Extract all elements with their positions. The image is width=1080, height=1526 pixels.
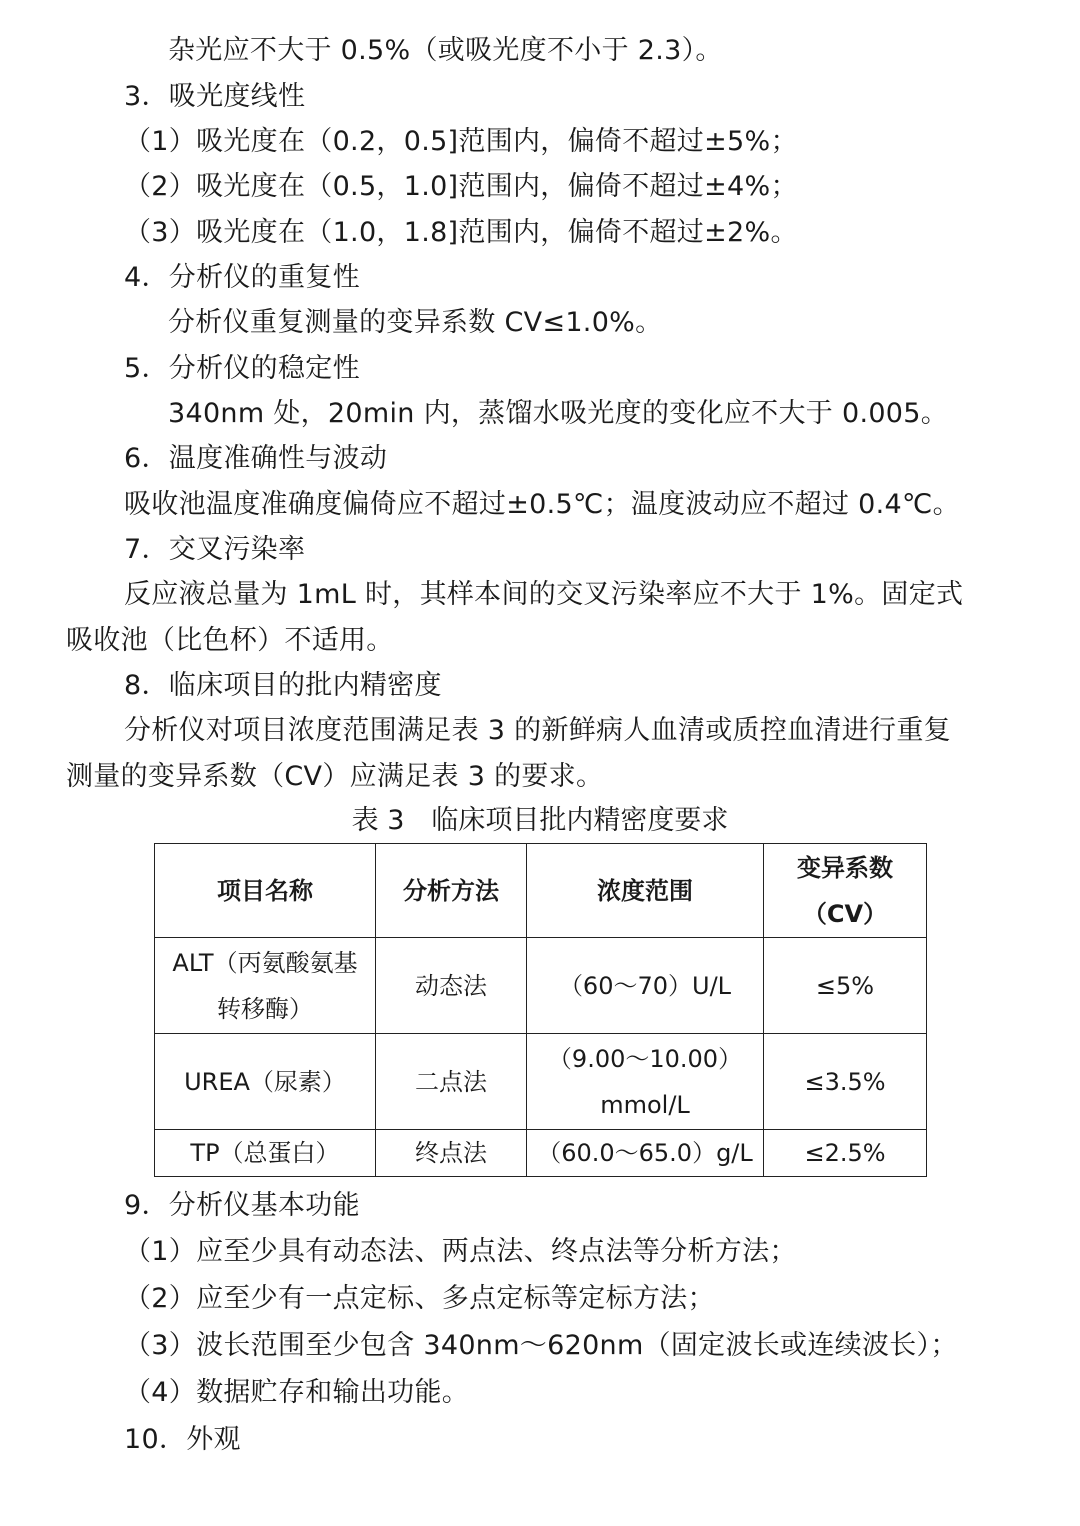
header-cv (764, 844, 927, 938)
header-range: 浓度范围 (527, 844, 764, 938)
cell-item-line-1: ALT（丙氨酸氨基 (172, 948, 358, 977)
cell-item-line-2: 转移酶） (217, 994, 313, 1023)
text-line-carryover-1: 反应液总量为 1mL 时，其样本间的交叉污染率应不大于 1%。固定式 (124, 579, 964, 610)
heading-temperature: 6．温度准确性与波动 (124, 443, 388, 474)
header-item-name: 项目名称 (155, 844, 376, 938)
text-line-function-1: （1）应至少具有动态法、两点法、终点法等分析方法； (124, 1236, 797, 1267)
text-line-function-2: （2）应至少有一点定标、多点定标等定标方法； (124, 1283, 715, 1314)
heading-absorbance-linearity: 3．吸光度线性 (124, 81, 306, 112)
cell-cv: ≤5% (764, 938, 927, 1034)
text-line-linearity-2: （2）吸光度在（0.5，1.0]范围内，偏倚不超过±4%； (124, 171, 798, 202)
header-cv-line-1: 变异系数 (797, 853, 893, 882)
heading-basic-functions: 9．分析仪基本功能 (124, 1190, 360, 1221)
heading-carryover: 7．交叉污染率 (124, 534, 306, 565)
header-cv-line-2: （CV） (802, 899, 888, 928)
text-line-carryover-2: 吸收池（比色杯）不适用。 (66, 625, 394, 656)
cell-method: 动态法 (376, 938, 527, 1034)
text-line-precision-1: 分析仪对项目浓度范围满足表 3 的新鲜病人血清或质控血清进行重复 (124, 715, 951, 746)
cell-method: 终点法 (376, 1130, 527, 1177)
cell-range (527, 1034, 764, 1130)
cell-item (155, 938, 376, 1034)
heading-appearance: 10．外观 (124, 1424, 241, 1455)
text-line-stray-light: 杂光应不大于 0.5%（或吸光度不小于 2.3）。 (168, 35, 723, 66)
table-header-row (155, 844, 927, 938)
text-line-stability: 340nm 处，20min 内，蒸馏水吸光度的变化应不大于 0.005。 (168, 398, 949, 429)
table-row (155, 1130, 927, 1177)
cell-item: TP（总蛋白） (155, 1130, 376, 1177)
table-row (155, 938, 927, 1034)
cell-item: UREA（尿素） (155, 1034, 376, 1130)
text-line-precision-2: 测量的变异系数（CV）应满足表 3 的要求。 (66, 761, 604, 792)
cell-cv: ≤3.5% (764, 1034, 927, 1130)
text-line-temperature: 吸收池温度准确度偏倚应不超过±0.5℃；温度波动应不超过 0.4℃。 (124, 489, 960, 520)
cell-range-line-1: （9.00～10.00） (547, 1044, 743, 1073)
cell-method: 二点法 (376, 1034, 527, 1130)
heading-stability: 5．分析仪的稳定性 (124, 353, 360, 384)
text-line-linearity-1: （1）吸光度在（0.2，0.5]范围内，偏倚不超过±5%； (124, 126, 798, 157)
precision-table (154, 843, 927, 1177)
text-line-function-3: （3）波长范围至少包含 340nm～620nm（固定波长或连续波长）； (124, 1330, 958, 1361)
cell-range: （60～70）U/L (527, 938, 764, 1034)
header-method: 分析方法 (376, 844, 527, 938)
cell-range-line-2: mmol/L (600, 1090, 690, 1119)
text-line-function-4: （4）数据贮存和输出功能。 (124, 1377, 470, 1408)
table-row (155, 1034, 927, 1130)
text-line-linearity-3: （3）吸光度在（1.0，1.8]范围内，偏倚不超过±2%。 (124, 217, 798, 248)
heading-repeatability: 4．分析仪的重复性 (124, 262, 360, 293)
table-caption: 表 3 临床项目批内精密度要求 (351, 805, 729, 836)
cell-cv: ≤2.5% (764, 1130, 927, 1177)
heading-precision: 8．临床项目的批内精密度 (124, 670, 442, 701)
text-line-repeatability: 分析仪重复测量的变异系数 CV≤1.0%。 (168, 307, 663, 338)
cell-range: （60.0～65.0）g/L (527, 1130, 764, 1177)
